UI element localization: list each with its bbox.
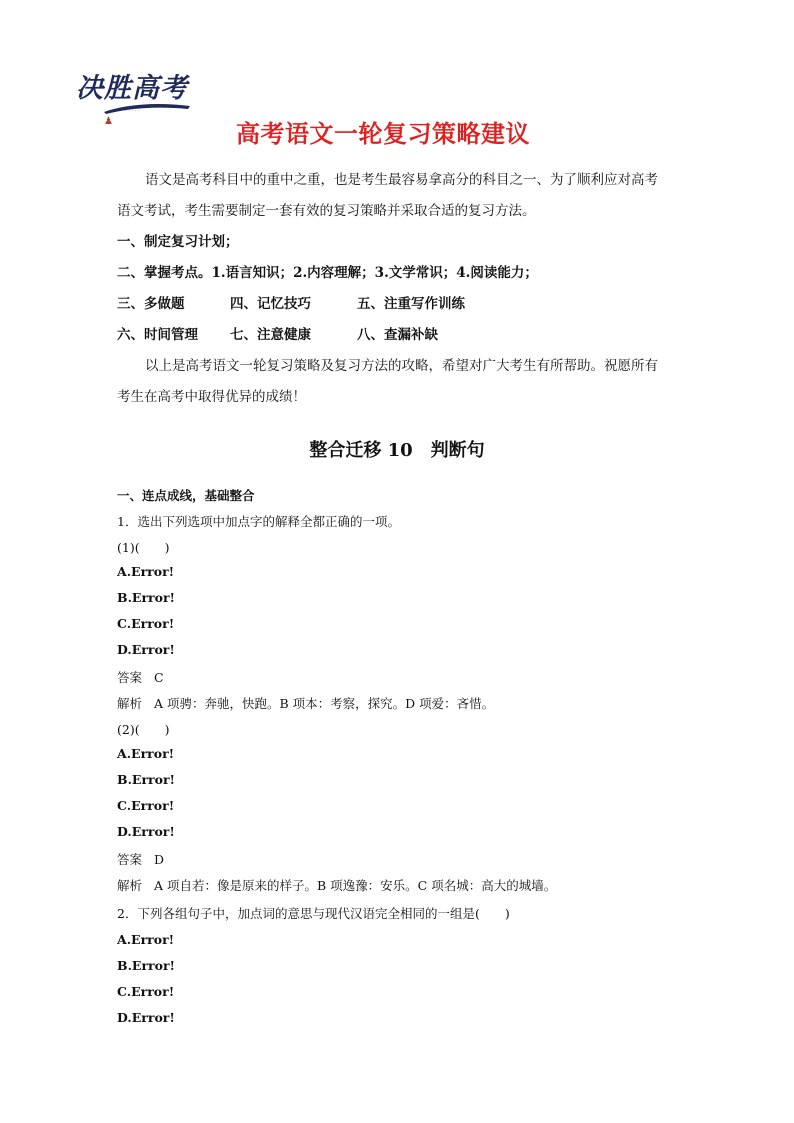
q1-sub2-option-b: B.Error! [117,772,176,787]
q2-stem: 2．下列各组句子中，加点词的意思与现代汉语完全相同的一组是( ) [117,906,510,921]
logo [74,64,190,136]
answer-value: D [154,852,165,867]
tip-row-3-col-2: 四、记忆技巧 [230,296,311,312]
analysis-label: 解析 [117,878,143,893]
tip-row-4-col-1: 六、时间管理 [117,327,198,343]
tip-row-4-col-2: 七、注意健康 [230,327,311,343]
section-title: 整合迁移 10 判断句 [309,440,485,461]
q1-sub2-option-d: D.Error! [117,824,175,839]
q1-sub1-label: (1)( ) [117,540,170,555]
q1-sub2-label: (2)( ) [117,722,170,737]
closing-line-2: 考生在高考中取得优异的成绩！ [117,389,306,405]
q1-sub2-option-a: A.Error! [117,746,175,761]
q1-sub1-option-d: D.Error! [117,642,175,657]
analysis-text: A 项自若：像是原来的样子。B 项逸豫：安乐。C 项名城：高大的城墙。 [154,878,557,893]
q1-sub2-answer [117,850,164,868]
q1-sub1-answer [117,668,164,686]
part1-heading: 一、连点成线，基础整合 [117,488,255,503]
q2-option-a: A.Error! [117,932,175,947]
student-figure-icon: ♟ [104,116,113,127]
logo-text: 决胜高考 [76,73,188,104]
q1-sub2-analysis [117,876,556,894]
tip-item-1: 一、制定复习计划； [117,234,239,250]
answer-value: C [154,670,164,685]
answer-label: 答案 [117,670,143,685]
q1-sub1-analysis [117,694,494,712]
q2-option-d: D.Error! [117,1010,175,1025]
analysis-label: 解析 [117,696,143,711]
q2-option-c: C.Error! [117,984,175,999]
analysis-text: A 项骋：奔驰，快跑。B 项本：考察，探究。D 项爱：吝惜。 [154,696,495,711]
tip-row-3-col-3: 五、注重写作训练 [357,296,465,312]
q1-stem: 1．选出下列选项中加点字的解释全都正确的一项。 [117,514,400,529]
logo-swoosh-icon [102,100,192,116]
closing-line-1: 以上是高考语文一轮复习策略及复习方法的攻略，希望对广大考生有所帮助。祝愿所有 [145,358,658,374]
intro-line-1: 语文是高考科目中的重中之重，也是考生最容易拿高分的科目之一、为了顺利应对高考 [145,172,658,188]
intro-line-2: 语文考试，考生需要制定一套有效的复习策略并采取合适的复习方法。 [117,203,536,219]
q1-sub1-option-a: A.Error! [117,564,175,579]
q1-sub2-option-c: C.Error! [117,798,175,813]
tip-row-4-col-3: 八、查漏补缺 [357,327,438,343]
q2-option-b: B.Error! [117,958,176,973]
tip-item-2: 二、掌握考点。1.语言知识；2.内容理解；3.文学常识；4.阅读能力； [117,265,538,281]
q1-sub1-option-c: C.Error! [117,616,175,631]
logo-tagline: · · · · · · [122,108,140,114]
page-headline: 高考语文一轮复习策略建议 [236,120,530,148]
answer-label: 答案 [117,852,143,867]
tip-row-3-col-1: 三、多做题 [117,296,185,312]
q1-sub1-option-b: B.Error! [117,590,176,605]
